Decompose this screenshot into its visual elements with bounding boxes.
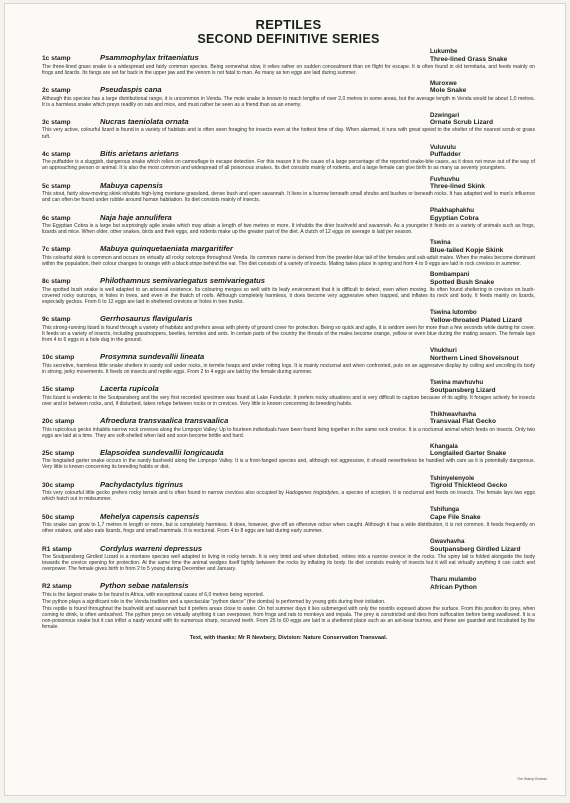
stamp-entry	[42, 144, 535, 172]
entry-description: This strong-running lizard is found through a variety of habitats and prefers areas with plenty of ground cover for protection. Being so quick and agile, it is seldom seen for more than a few seconds while darting for cover. It feeds on a variety of insects, including grasshoppers, beetles, termites and ants. In certain parts of the country the throats of the males become orange, yellow or even blue during the mating season. The female lays from 4 to 6 eggs in a hole dug in the ground.	[42, 324, 535, 343]
scientific-name: Mabuya quinquetaeniata margaritifer	[100, 244, 233, 254]
common-name: Northern Lined Shovelsnout	[430, 354, 519, 362]
stamp-entry	[42, 475, 535, 503]
stamp-value: 9c stamp	[42, 316, 71, 324]
stamp-entry	[42, 347, 535, 375]
entry-names	[430, 475, 535, 490]
venda-name: Bombampani	[430, 271, 470, 279]
scientific-name: Cordylus warreni depressus	[100, 543, 203, 553]
scientific-name: Naja haje annulifera	[100, 212, 172, 222]
stamp-value: 7c stamp	[42, 246, 71, 254]
entry-names	[430, 144, 535, 159]
entry-heading	[42, 213, 172, 223]
entry-names	[430, 576, 535, 591]
entry-heading	[42, 244, 233, 254]
stamp-entry	[42, 576, 535, 598]
stamp-entry	[42, 443, 535, 471]
stamp-entry	[42, 112, 535, 140]
entry-heading-row	[42, 48, 535, 63]
stamp-value: 30c stamp	[42, 481, 75, 489]
venda-name: Dzwingari	[430, 111, 460, 119]
venda-name: Tswina	[430, 239, 451, 247]
common-name: Three-lined Skink	[430, 183, 485, 191]
scientific-name: Python sebae natalensis	[100, 581, 189, 591]
scientific-name: Psammophylax tritaeniatus	[100, 53, 199, 63]
stamp-entry	[42, 80, 535, 108]
entry-heading-row	[42, 112, 535, 127]
entry-heading-row	[42, 347, 535, 362]
entry-heading	[42, 581, 189, 591]
entry-heading-row	[42, 176, 535, 191]
venda-name: Tshifunga	[430, 506, 460, 514]
entry-names	[430, 176, 535, 191]
entry-description: This lizard is endemic to the Soutpansberg and the very first recorded specimen was found at Lake Fundudzi. It prefers rocky situations and is very difficult to capture because of its agility. It forages actively for insects over and in between rocks, and, if disturbed, takes refuge between rocks or in crevices. Very little is known concerning its breeding habits.	[42, 394, 535, 407]
entry-description: This reptile is found throughout the bushveld and savannah but it prefers areas close to water. On hot summer days it lies submerged with only the nostrils exposed above the surface. From this position its prey, when coming to drink, is often ambushed. The python preys on virtually anything it can overpower, from frogs and rats to monkeys and impala. The prey is constricted and dies from suffocation before being swallowed. It is a non-poisonous snake but it can inflict a nasty wound with its numerous sharp, recurved teeth. From 25 to 60 eggs are laid in a sheltered place such as an ant-bear burrow, and these are guarded and incubated by the female.	[42, 606, 535, 631]
scientific-name: Prosymna sundevallii lineata	[100, 352, 205, 362]
common-name: Tigroid Thickteod Gecko	[430, 482, 508, 490]
entry-names	[430, 207, 535, 222]
entry-description: This is the largest snake to be found in Africa, with exceptional cases of 6,0 metres being reported.	[42, 591, 264, 598]
stamp-value: 15c stamp	[42, 386, 75, 394]
scientific-name: Nucras taeniolata ornata	[100, 116, 189, 126]
stamp-value: 6c stamp	[42, 214, 71, 222]
scientific-name: Pseudaspis cana	[100, 85, 162, 95]
entry-heading	[42, 314, 192, 324]
venda-name: Tharu mulambo	[430, 576, 477, 584]
scientific-name: Philothamnus semivariegatus semivariegatus	[100, 276, 266, 286]
entry-names	[430, 80, 535, 95]
venda-name: Khangala	[430, 442, 458, 450]
stamp-entry	[42, 309, 535, 343]
common-name: Ornate Scrub Lizard	[430, 119, 494, 127]
entry-description: The Soutpansberg Girdled Lizard is a montane species well adapted to living in rocky terrain. It is very timid and when disturbed, retires into a narrow crevice in the rocks. The spiny tail is folded alongside the body towards the crevice opening for protection. At the same time the animal wedges itself tightly between the rocks by inflating its body. Its diet consists mainly of insects but it will eat virtually anything it can catch and overpower. The female gives birth to from 2 to 5 young during December and January.	[42, 554, 535, 573]
stamp-value: 3c stamp	[42, 118, 71, 126]
scientific-name: Pachydactylus tigrinus	[100, 479, 184, 489]
entry-heading-row	[42, 239, 535, 254]
reptiles-info-sheet	[4, 3, 566, 796]
scientific-name: Gerrhosaurus flavigularis	[100, 314, 193, 324]
venda-name: Tswina lutombo	[430, 309, 477, 317]
stamp-entry	[42, 48, 535, 76]
entry-heading	[42, 448, 224, 458]
entry-description: The puffadder is a sluggish, dangerous snake which relies on camouflage to escape detection. For this reason it is the cause of a large percentage of the reported snake-bite cases, as it does not move out of the way of an approaching person or animal. It is also the most common and widespread of all poisonous snakes. Its diet consists mainly of rodents, and a large female can give birth to as many as seventy youngsters.	[42, 159, 535, 172]
stamp-entry	[42, 538, 535, 572]
printer-imprint: The Stamp Bureau	[516, 777, 547, 781]
common-name: Puffadder	[430, 151, 461, 159]
entry-description: This secretive, harmless little snake shelters in sandy soil under rocks, in termite heaps and under rotting logs. It is mainly nocturnal and when confronted, puts on an aggressive display by coiling and uncoiling its body in strong, jerky movements. It feeds on insects and reptile eggs. From 2 to 4 eggs are laid by the female during summer.	[42, 362, 535, 375]
scientific-name: Afroedura transvaalica transvaalica	[100, 416, 229, 425]
stamp-value: R2 stamp	[42, 583, 72, 591]
entry-heading-row	[42, 309, 535, 324]
stamp-entries-list	[42, 48, 535, 598]
stamp-value: 2c stamp	[42, 87, 71, 95]
venda-name: Tshinyelenyole	[430, 474, 475, 482]
entry-description: The Egyptian Cobra is a large but surprisingly agile snake which may attain a length of two metres or more. It inhabits the drier bushveld and savannah. As a youngster it feeds on a variety of animals such as frogs, lizards and mice. When older, other snakes, birds and their eggs, and rodents make up the greater part of the diet. A clutch of 12 eggs on average is laid per season.	[42, 223, 535, 236]
entry-description: This very colourful little gecko prefers rocky terrain and is often found in narrow crevices also occupied by Hadogenes troglodytes, a species of scorpion. It is nocturnal and feeds on insects. The female lays two eggs which hatch out in midsummer.	[42, 490, 535, 503]
common-name: Soutpansberg Girdled Lizard	[430, 545, 521, 553]
common-name: Mole Snake	[430, 87, 467, 95]
entry-description: The longtailed garter snake occurs in the sandy bushveld along the Limpopo Valley. It is a front-fanged species and, although not aggressive, it should nevertheless be handled with care as it is potentially dangerous. Very little is known concerning its breeding habits or diet.	[42, 458, 535, 471]
common-name: Soutpansberg Lizard	[430, 386, 496, 394]
entry-heading	[42, 53, 199, 63]
common-name: Spotted Bush Snake	[430, 278, 495, 286]
entry-heading-row	[42, 207, 535, 222]
entry-description: Although this species has a large distributional range, it is uncommon in Venda. The mole snake is known to reach lengths of over 2,0 metres in some areas, but the average length in Venda would be about 1,0 metres. It is a harmless snake which preys readily on rats and mice, and must rather be seen as a friend than as an enemy.	[42, 95, 535, 108]
scientific-name: Elapsoidea sundevallii longicauda	[100, 447, 224, 457]
entry-description: This rupicolous gecko inhabits narrow rock crevices along the Limpopo Valley. Up to fourteen individuals have been found living together in the same rock crevice. It is a nocturnal animal which feeds on insects. Only two eggs are laid at a time. They are soft-shelled when laid and soon become brittle and hard.	[42, 426, 535, 439]
entry-heading-row	[42, 379, 535, 394]
stamp-entry	[42, 379, 535, 407]
entry-heading-row	[42, 506, 535, 521]
entry-heading-row	[42, 411, 535, 426]
venda-name: Lukumbe	[430, 48, 458, 55]
entry-heading-row	[42, 576, 535, 591]
sheet-header	[42, 18, 535, 46]
stamp-entry	[42, 207, 535, 235]
stamp-entry	[42, 271, 535, 305]
stamp-value: 1c stamp	[42, 55, 71, 63]
scorpion-species-name: Hadogenes troglodytes	[285, 490, 339, 497]
stamp-entry	[42, 176, 535, 204]
common-name: Egyptian Cobra	[430, 214, 479, 222]
venda-name: Muroxwe	[430, 79, 457, 87]
common-name: Yellow-throated Plated Lizard	[430, 316, 522, 324]
entry-heading-row	[42, 80, 535, 95]
stamp-value: 20c stamp	[42, 418, 75, 425]
entry-heading	[42, 117, 189, 127]
entry-names	[430, 112, 535, 127]
entry-description: This colourful skink is common and occurs on virtually all rocky outcrops throughout Venda. Its common name is derived from the powder-blue tail of the females and sub-adult males. When the males become dominant within the population, their colour changes to orange with a black stripe behind the ear. The diet consists of a variety of insects. Mating takes place in spring and from 4 to 9 eggs are laid in rock crevices in summer.	[42, 254, 535, 268]
stamp-entry	[42, 506, 535, 534]
entry-names	[430, 309, 535, 324]
scientific-name: Mabuya capensis	[100, 180, 163, 190]
entry-description: This very active, colourful lizard is found in a variety of habitats and is often seen foraging for insects even at the hottest time of day. When alarmed, it runs with great speed to the shelter of the nearest scrub or grass tuft.	[42, 127, 535, 140]
stamp-value: 50c stamp	[42, 513, 75, 521]
entry-description: The python plays a significant role in the Venda tradition and a spectacular "python dance" (the domba) is performed by young girls during their initiation.	[42, 599, 386, 606]
entry-heading-row	[42, 271, 535, 286]
entry-heading	[42, 544, 202, 554]
entry-names	[430, 379, 535, 394]
entry-heading	[42, 85, 162, 95]
text-credit: Text, with thanks: Mr R Newbery, Division: Nature Conservation Transvaal.	[189, 634, 388, 641]
entry-description: This snake can grow to 1,7 metres in length or more, but is completely harmless. It does, however, give off an offensive odour when caught. Although it has a wide distribution, it is not common. It feeds frequently on other snakes, and also eats lizards, frogs and small mammals. It is nocturnal. From 4 to 8 eggs are laid during early summer.	[42, 522, 535, 535]
entry-heading-row	[42, 144, 535, 159]
entry-heading	[42, 276, 265, 286]
stamp-entry	[42, 239, 535, 267]
common-name: Longtailed Garter Snake	[430, 450, 507, 458]
entry-heading-row	[42, 443, 535, 458]
scientific-name: Lacerta rupicola	[100, 384, 159, 394]
stamp-value: 10c stamp	[42, 354, 75, 362]
entry-heading	[42, 512, 199, 522]
entry-heading-row	[42, 538, 535, 553]
entry-heading	[42, 181, 163, 191]
venda-name: Vuluvulu	[430, 143, 456, 151]
stamp-entry	[42, 411, 535, 439]
entry-description: The spotted bush snake is well adapted to an arboreal existence. Its colouring merges so well with its leafy environment that it is difficult to detect, even when moving. Its often found sheltering in crevices on bush-covered rocky outcrops, in holes in trees, and even in the thatch of roofs. Although completely harmless, it does become very aggressive when trapped, and inflates its neck and body. It feeds mainly on lizards, especially geckos. From 6 to 12 eggs are laid in sheltered crevices or holes in tree trunks.	[42, 286, 535, 305]
venda-name: Phakhaphakhu	[430, 207, 475, 215]
stamp-value: 4c stamp	[42, 150, 71, 158]
stamp-value: 25c stamp	[42, 449, 75, 457]
entry-heading	[42, 416, 228, 426]
common-name: Blue-tailed Kopje Skink	[430, 246, 504, 254]
scientific-name: Bitis arietans arietans	[100, 148, 179, 158]
venda-name: Vhukhuri	[430, 347, 457, 355]
common-name: Three-lined Grass Snake	[430, 55, 508, 63]
venda-name: Thikhwavhavha	[430, 410, 477, 418]
common-name: Cape File Snake	[430, 514, 481, 522]
stamp-value: 5c stamp	[42, 182, 71, 190]
entry-names	[430, 411, 535, 426]
venda-name: Fuvhuvhu	[430, 175, 460, 183]
entry-names	[430, 538, 535, 553]
scientific-name: Mehelya capensis capensis	[100, 511, 200, 521]
entry-description: This stout, fairly slow-moving skink inhabits high-lying montane grassland, dense bush and open savannah. It lives in a burrow beneath small shrubs and bushes or beneath rocks. It has adapted well to man's influence and can often be found under rubble around human habitation. Its diet consists mainly of insects.	[42, 191, 535, 204]
entry-names	[430, 443, 535, 458]
entry-names	[430, 506, 535, 521]
entry-names	[430, 239, 535, 254]
entry-heading	[42, 384, 159, 394]
entry-names	[430, 271, 535, 286]
common-name: African Python	[430, 583, 477, 591]
common-name: Transvaal Flat Gecko	[430, 418, 496, 426]
entry-description: The three-lined grass snake is a widespread and fairly common species. Being somewhat slow, it relies rather on sudden concealment than on flight for escape. It is often found in old termitaria, and feeds mainly on frogs and lizards. Its fangs are set far back in the upper jaw and the venom is not fatal to man. As many as ten eggs are laid during summer.	[42, 63, 535, 76]
entry-names	[430, 48, 535, 63]
venda-name: Tswina mavhuvhu	[430, 378, 484, 386]
entry-heading	[42, 149, 179, 159]
entry-heading	[42, 352, 204, 362]
entry-names	[430, 347, 535, 362]
venda-name: Gwavhavha	[430, 538, 465, 546]
stamp-value: 8c stamp	[42, 278, 71, 286]
stamp-value: R1 stamp	[42, 545, 72, 553]
entry-heading	[42, 480, 183, 490]
sheet-title: REPTILES	[255, 17, 322, 32]
sheet-subtitle: SECOND DEFINITIVE SERIES	[197, 32, 380, 46]
entry-heading-row	[42, 475, 535, 490]
python-extra-text	[42, 599, 535, 630]
